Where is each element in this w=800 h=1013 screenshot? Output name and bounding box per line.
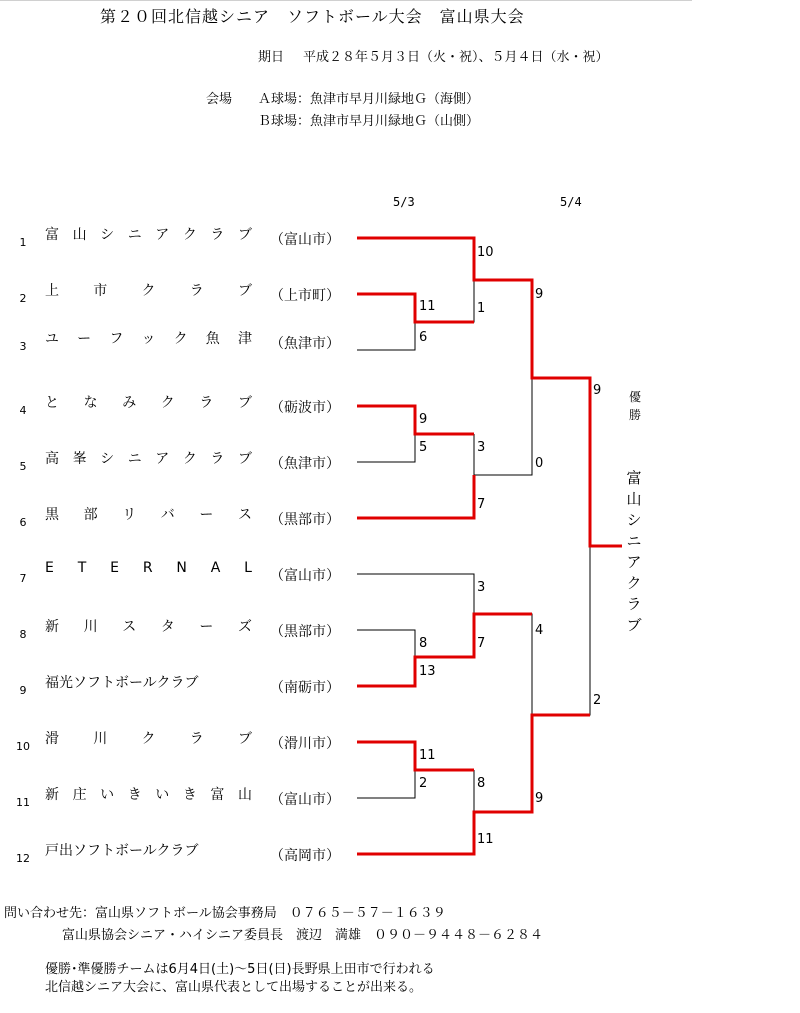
team-city: （富山市） [270,792,340,808]
team-name-char: ッ [141,331,156,347]
team-city: （高岡市） [270,848,340,864]
team-name-char: E [110,560,119,576]
team-name-char: ク [141,283,156,299]
bracket-line-3 [357,322,415,350]
team-name-char: 新 [45,787,59,803]
team-name-char: ブ [237,451,252,467]
team-seed: 5 [19,460,27,473]
score-r1-8v9-b: 13 [419,664,436,679]
score-r1-10v11-a: 11 [419,748,436,763]
team-name-char: 峯 [72,451,87,467]
score-r1-8v9-a: 8 [419,636,428,651]
bracket-line-5 [357,434,415,462]
team-name-char: ク [182,451,197,467]
venue-b: Ｂ球場：魚津市早月川緑地Ｇ（山側） [258,114,480,129]
score-sf1-b: 0 [535,456,544,471]
team-seed: 12 [16,852,30,865]
team-city: （富山市） [270,232,340,248]
score-r1-top-b: 1 [477,301,486,316]
score-r2-b-b: 7 [477,497,486,512]
team-name-char: ニ [127,227,142,243]
team-name-char: ユ [45,331,59,347]
date-value: 平成２８年５月３日（火・祝）、５月４日（水・祝） [303,50,609,65]
team-name-char: 富 [45,227,59,243]
team-name-char: 黒 [45,507,59,523]
team-name-char: 山 [72,227,87,243]
team-name-char: い [155,787,170,803]
bracket-line-sf2-upper [474,614,532,715]
team-name-char: 富 [210,787,225,803]
round3-date: 5/4 [560,195,582,209]
team-name-char: ラ [210,227,225,243]
team-name-char: 高 [45,451,59,467]
team-name-char: 山 [237,787,252,803]
team-city: （上市町） [270,288,340,304]
team-name-char: T [77,560,87,576]
team-name-char: い [100,787,115,803]
team-name-char: ブ [237,227,252,243]
team-name-char: ク [141,731,156,747]
score-final-a: 9 [593,383,602,398]
bracket-line-7 [357,574,474,614]
team-name-char: A [210,560,221,576]
team-city: （砺波市） [270,400,340,416]
team-name-char: と [45,395,59,411]
winner-path-team-6 [357,475,474,518]
team-city: （魚津市） [270,336,340,352]
team-name-char: バ [160,507,175,523]
team-name-char: ブ [238,283,252,299]
champion-team-name: 富 山 シ ニ ア ク ラ ブ [626,469,642,634]
team-name-char: 滑 [45,731,59,747]
team-name-char: ズ [237,619,252,635]
bracket-lines [357,280,590,812]
note-line-1: 優勝･準優勝チームは6月4日(土)～5日(日)長野県上田市で行われる [45,962,435,977]
team-name-char: リ [122,507,137,523]
team-name-char: E [45,560,54,576]
team-seed: 9 [19,684,27,697]
note-line-2: 北信越シニア大会に、富山県代表として出場することが出来る。 [45,980,423,995]
team-name-char: ク [160,395,175,411]
team-name-char: な [83,395,98,411]
team-name-char: 津 [237,331,252,347]
team-name: 戸出ソフトボールクラブ [45,843,199,859]
team-name-char: ク [182,227,197,243]
bracket-line-11 [357,770,415,798]
score-r1-4v5-b: 5 [419,440,428,455]
team-name-char: N [176,560,187,576]
team-city: （富山市） [270,568,340,584]
team-name-char: 新 [45,619,59,635]
winner-path-team-2 [357,294,474,322]
team-name-char: ラ [199,395,214,411]
team-seed: 6 [19,516,27,529]
date-label: 期日 [258,50,285,65]
winner-path-lines [357,238,622,854]
score-sf2-a: 4 [535,623,544,638]
team-name-char: き [127,787,142,803]
team-seed: 3 [19,340,27,353]
team-name-char: ク [173,331,188,347]
page-title: 第２０回北信越シニア ソフトボール大会 富山県大会 [100,7,525,26]
team-name-char: み [122,395,137,411]
team-name-char: ラ [210,451,225,467]
round1-date: 5/3 [393,195,415,209]
team-city: （黒部市） [270,512,340,528]
team-seed: 10 [16,740,30,753]
team-seed: 1 [19,236,27,249]
team-city: （滑川市） [270,736,340,752]
team-name-char: シ [100,227,115,243]
winner-path-team-4 [357,406,474,434]
team-name-char: 市 [93,283,108,299]
team-name-char: ス [237,507,252,523]
winner-path-team-1 [357,238,622,546]
score-r2-b-a: 3 [477,440,486,455]
team-name-char: L [244,560,252,576]
score-r2-d-b: 11 [477,832,494,847]
champion-label: 優 勝 [628,390,641,422]
team-city: （黒部市） [270,624,340,640]
team-name-char: ス [122,619,137,635]
team-name-char: R [142,560,153,576]
team-name-char: 庄 [72,787,87,803]
team-name-char: フ [109,331,124,347]
bracket-line-8 [357,630,415,657]
team-name-char: き [182,787,197,803]
team-name-char: 川 [93,731,108,747]
team-name-char: ー [199,507,214,523]
contact-line-2: 富山県協会シニア・ハイシニア委員長 渡辺 満雄 ０９０－９４４８－６２８４ [62,928,544,943]
score-r1-4v5-a: 9 [419,412,428,427]
team-name-char: ー [77,331,92,347]
winner-path-team-9 [357,614,532,686]
team-name-char: ア [155,451,170,467]
score-sf1-a: 9 [535,287,544,302]
team-name: 福光ソフトボールクラブ [45,675,199,691]
team-name-char: ブ [237,395,252,411]
team-city: （魚津市） [270,456,340,472]
score-final-b: 2 [593,693,602,708]
team-name-char: ラ [189,731,204,747]
contact-line-1: 問い合わせ先：富山県ソフトボール協会事務局 ０７６５－５７－１６３９ [4,906,446,921]
team-name-char: ー [199,619,214,635]
venue-label: 会場 [206,92,233,107]
team-seed: 8 [19,628,27,641]
team-name-char: 川 [83,619,98,635]
score-r2-c-a: 3 [477,580,486,595]
team-name-char: タ [160,619,175,635]
score-r1-2v3-a: 11 [419,299,436,314]
score-r1-top-a: 10 [477,245,494,260]
team-name-char: 部 [83,507,98,523]
team-seed: 11 [16,796,30,809]
winner-path-team-10 [357,742,474,770]
score-sf2-b: 9 [535,791,544,806]
score-r1-2v3-b: 6 [419,330,428,345]
bracket-line-sf1-lower [474,378,532,475]
team-name-char: シ [100,451,115,467]
team-name-char: ア [155,227,170,243]
team-name-char: 魚 [205,331,220,347]
team-seed: 4 [19,404,27,417]
score-r1-10v11-b: 2 [419,776,428,791]
team-name-char: ラ [189,283,204,299]
team-name-char: ニ [127,451,142,467]
score-r2-c-b: 7 [477,636,486,651]
venue-a: Ａ球場：魚津市早月川緑地Ｇ（海側） [258,92,480,107]
team-city: （南砺市） [270,680,340,696]
team-name-char: ブ [238,731,252,747]
team-name-char: 上 [45,283,59,299]
score-r2-d-a: 8 [477,776,486,791]
team-seed: 2 [19,292,27,305]
team-seed: 7 [19,572,27,585]
